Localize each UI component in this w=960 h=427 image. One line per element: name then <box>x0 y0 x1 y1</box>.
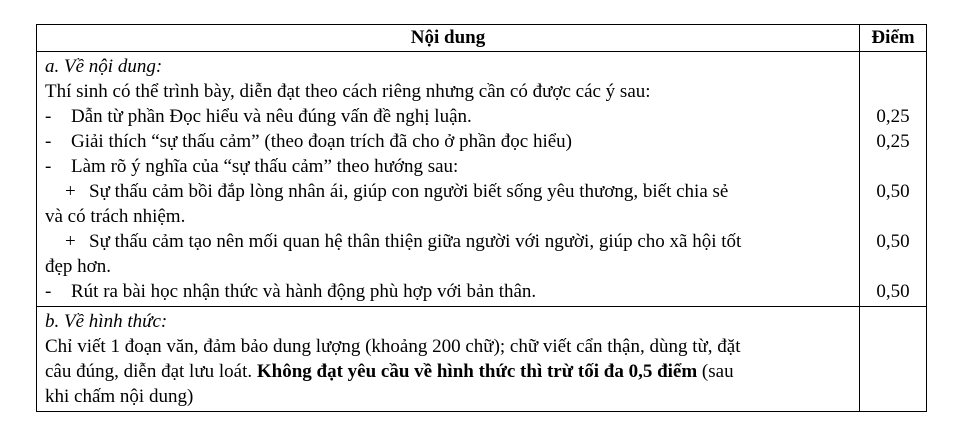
criterion-item <box>45 129 851 154</box>
score-value: 0,25 <box>876 106 910 127</box>
criterion-text: Rút ra bài học nhận thức và hành động phù hợp với bản thân. <box>71 281 537 302</box>
section-a-content <box>37 52 860 307</box>
bullet-dash: - <box>45 106 52 127</box>
form-requirement-text: (sau <box>697 361 734 382</box>
sub-criterion-text: Sự thấu cảm tạo nên mối quan hệ thân thiện giữa người với người, giúp cho xã hội tốt <box>89 231 742 252</box>
section-b-heading: b. Về hình thức: <box>45 311 168 332</box>
sub-criterion-continuation: và có trách nhiệm. <box>45 206 186 227</box>
score-value: 0,50 <box>876 231 910 252</box>
penalty-rule: Không đạt yêu cầu về hình thức thì trừ tối đa 0,5 điểm <box>256 361 698 382</box>
criterion-text: Dẫn từ phần Đọc hiểu và nêu đúng vấn đề nghị luận. <box>71 106 472 127</box>
criterion-text: Làm rõ ý nghĩa của “sự thấu cảm” theo hướng sau: <box>71 156 459 177</box>
bullet-plus: + <box>65 231 76 252</box>
score-value: 0,50 <box>876 181 910 202</box>
bullet-plus: + <box>65 181 76 202</box>
section-b-row <box>37 307 927 412</box>
bullet-dash: - <box>45 281 52 302</box>
form-requirement-line: khi chấm nội dung) <box>45 386 194 407</box>
score-value: 0,25 <box>876 131 910 152</box>
sub-criterion-item <box>45 179 851 204</box>
bullet-dash: - <box>45 156 52 177</box>
form-requirement-line: Chỉ viết 1 đoạn văn, đảm bảo dung lượng (khoảng 200 chữ); chữ viết cẩn thận, dùng từ, đặt <box>45 336 741 357</box>
sub-criterion-text: Sự thấu cảm bồi đắp lòng nhân ái, giúp con người biết sống yêu thương, biết chia sẻ <box>89 181 729 202</box>
form-requirement-text: câu đúng, diễn đạt lưu loát. <box>45 361 257 382</box>
score-value: 0,50 <box>876 281 910 302</box>
table-header-row <box>37 25 927 52</box>
score-column-header: Điểm <box>860 25 927 52</box>
section-a-intro: Thí sinh có thể trình bày, diễn đạt theo cách riêng nhưng cần có được các ý sau: <box>45 81 651 102</box>
section-b-content <box>37 307 860 412</box>
scoring-rubric-table <box>36 24 927 412</box>
section-a-row <box>37 52 927 307</box>
sub-criterion-continuation: đẹp hơn. <box>45 256 111 277</box>
sub-criterion-item <box>45 229 851 254</box>
criterion-item <box>45 154 851 179</box>
content-column-header: Nội dung <box>37 25 860 52</box>
criterion-item <box>45 104 851 129</box>
form-requirement-line <box>45 359 851 384</box>
section-b-scores <box>860 307 927 412</box>
criterion-text: Giải thích “sự thấu cảm” (theo đoạn trích đã cho ở phần đọc hiểu) <box>71 131 572 152</box>
criterion-item <box>45 279 851 304</box>
section-a-heading: a. Về nội dung: <box>45 56 163 77</box>
bullet-dash: - <box>45 131 52 152</box>
section-a-scores <box>860 52 927 307</box>
